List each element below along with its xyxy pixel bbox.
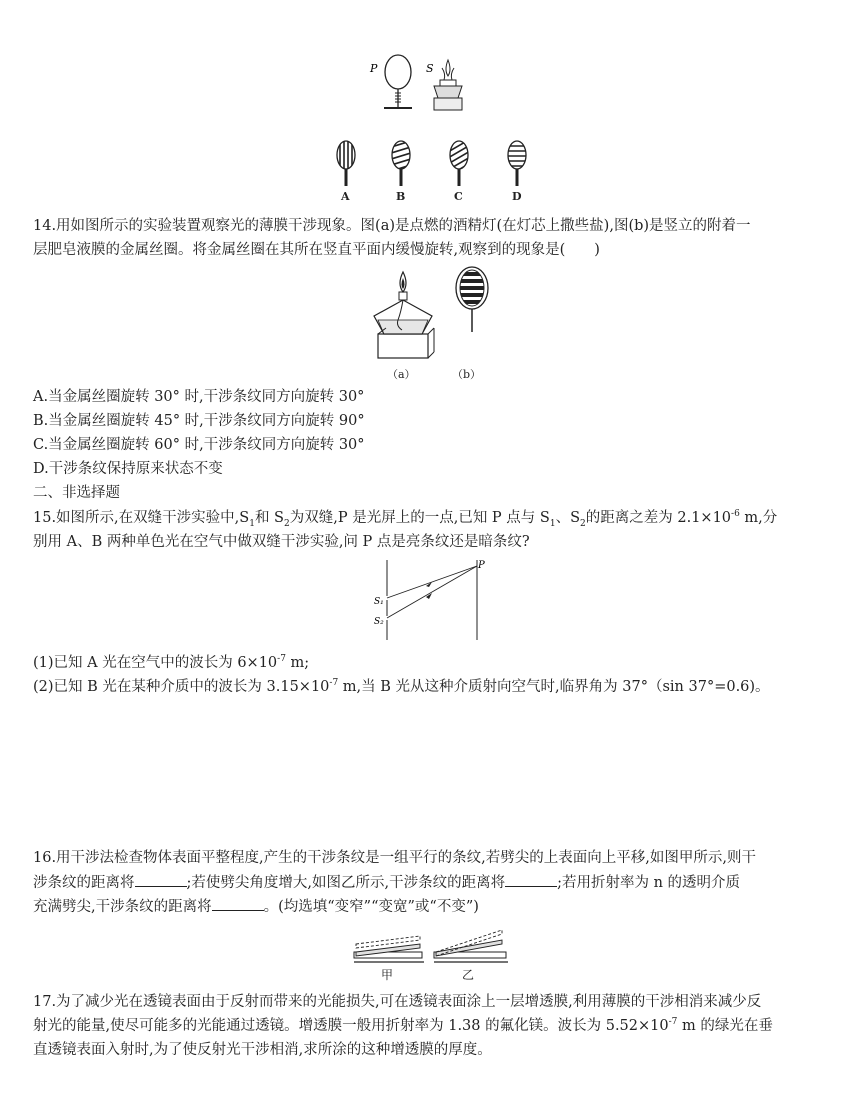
option-label-a: A (341, 190, 350, 203)
q14-text-line1: 14.用如图所示的实验装置观察光的薄膜干涉现象。图(a)是点燃的酒精灯(在灯芯上撒些盐),图(b)是竖立的附着一 (33, 218, 751, 234)
q17-line2-part-b: m 的绿光在垂 (677, 1018, 773, 1034)
q14-choice-b: B.当金属丝圈旋转 45° 时,干涉条纹同方向旋转 90° (33, 413, 365, 429)
q16-line3-part-a: 充满劈尖,干涉条纹的距离将 (33, 899, 212, 915)
option-label-c: C (454, 190, 463, 203)
option-loops-figure (328, 138, 528, 196)
q14-choice-a: A.当金属丝圈旋转 30° 时,干涉条纹同方向旋转 30° (33, 389, 365, 405)
q15-text-line1 (33, 508, 777, 528)
q16-text-line3 (33, 896, 479, 917)
q17-sup: -7 (668, 1017, 678, 1028)
q16-answer-blank-2[interactable] (505, 872, 557, 887)
q14-soap-film-figure (452, 266, 492, 336)
q16-text-line2 (33, 872, 740, 893)
q15-line1-part-b: 和 S (254, 510, 284, 526)
q15-sub-question-1 (33, 653, 309, 673)
q17-line2-part-a: 射光的能量,使尽可能多的光能通过透镜。增透膜一般用折射率为 1.38 的氟化镁。波长为 5.52×10 (33, 1018, 669, 1034)
q15-line1-part-e: 的距离之差为 2.1×10 (585, 510, 732, 526)
q15-line1-part-f: m,分 (739, 510, 778, 526)
option-label-b: B (396, 190, 406, 203)
q16-line2-part-a: 涉条纹的距离将 (33, 875, 135, 891)
q16-fig-jia: 甲 (381, 968, 394, 982)
q15-fig-s1: S₁ (374, 597, 384, 607)
q15-sub-1: 1 (249, 518, 255, 529)
section-title: 二、非选择题 (33, 485, 120, 501)
q14-fig-label-b: （b） (452, 368, 482, 381)
q16-fig-yi: 乙 (462, 968, 475, 982)
label-p: P (370, 62, 378, 75)
q15-line1-part-c: 为双缝,P 是光屏上的一点,已知 P 点与 S (289, 510, 550, 526)
q15-sub-3: 1 (549, 518, 556, 529)
q16-line2-part-b: ;若使劈尖角度增大,如图乙所示,干涉条纹的距离将 (186, 875, 506, 891)
q15-sub2-sup: -7 (329, 678, 339, 689)
q14-lamp-figure (368, 268, 438, 366)
q14-choice-d: D.干涉条纹保持原来状态不变 (33, 461, 223, 477)
q15-line1-part-a: 15.如图所示,在双缝干涉实验中,S (33, 510, 250, 526)
q15-sub2-part-b: m,当 B 光从这种介质射向空气时,临界角为 37°（sin 37°=0.6)。 (338, 679, 770, 695)
q14-text-line2: 层肥皂液膜的金属丝圈。将金属丝圈在其所在竖直平面内缓慢旋转,观察到的现象是( ) (33, 242, 600, 258)
q15-fig-s2: S₂ (374, 617, 384, 627)
q15-sub2-part-a: (2)已知 B 光在某种介质中的波长为 3.15×10 (33, 679, 330, 695)
option-label-d: D (512, 190, 522, 203)
q16-answer-blank-3[interactable] (212, 896, 264, 911)
q17-text-line3: 直透镜表面入射时,为了使反射光干涉相消,求所涂的这种增透膜的厚度。 (33, 1042, 492, 1058)
q17-text-line1: 17.为了减少光在透镜表面由于反射而带来的光能损失,可在透镜表面涂上一层增透膜,利用薄膜的干涉相消来减少反 (33, 994, 762, 1010)
top-apparatus-figure (360, 52, 470, 114)
q15-sub-2: 2 (284, 518, 290, 529)
q16-answer-blank-1[interactable] (135, 872, 187, 887)
q16-line2-part-c: ;若用折射率为 n 的透明介质 (557, 875, 741, 891)
q15-sub-question-2 (33, 677, 770, 697)
q16-line3-part-b: 。(均选填“变窄”“变宽”或“不变”) (263, 899, 479, 915)
q15-sub-4: 2 (580, 518, 586, 529)
q15-line1-part-d: 、S (555, 510, 581, 526)
q14-choice-c: C.当金属丝圈旋转 60° 时,干涉条纹同方向旋转 30° (33, 437, 365, 453)
label-s: S (426, 62, 434, 75)
q15-sub1-sup: -7 (277, 654, 286, 665)
q15-double-slit-figure (370, 558, 490, 640)
q17-text-line2 (33, 1016, 773, 1036)
q14-fig-label-a: （a） (387, 368, 416, 381)
q15-fig-p: P (478, 560, 485, 571)
q15-sub1-part-b: m; (285, 655, 310, 671)
q16-text-line1: 16.用干涉法检查物体表面平整程度,产生的干涉条纹是一组平行的条纹,若劈尖的上表面向上平移,如图甲所示,则干 (33, 850, 756, 866)
q15-sub1-part-a: (1)已知 A 光在空气中的波长为 6×10 (33, 655, 278, 671)
q15-sup-exp: -6 (731, 509, 740, 520)
q16-wedge-figure (352, 922, 512, 968)
q15-text-line2: 别用 A、B 两种单色光在空气中做双缝干涉实验,问 P 点是亮条纹还是暗条纹? (33, 534, 530, 550)
